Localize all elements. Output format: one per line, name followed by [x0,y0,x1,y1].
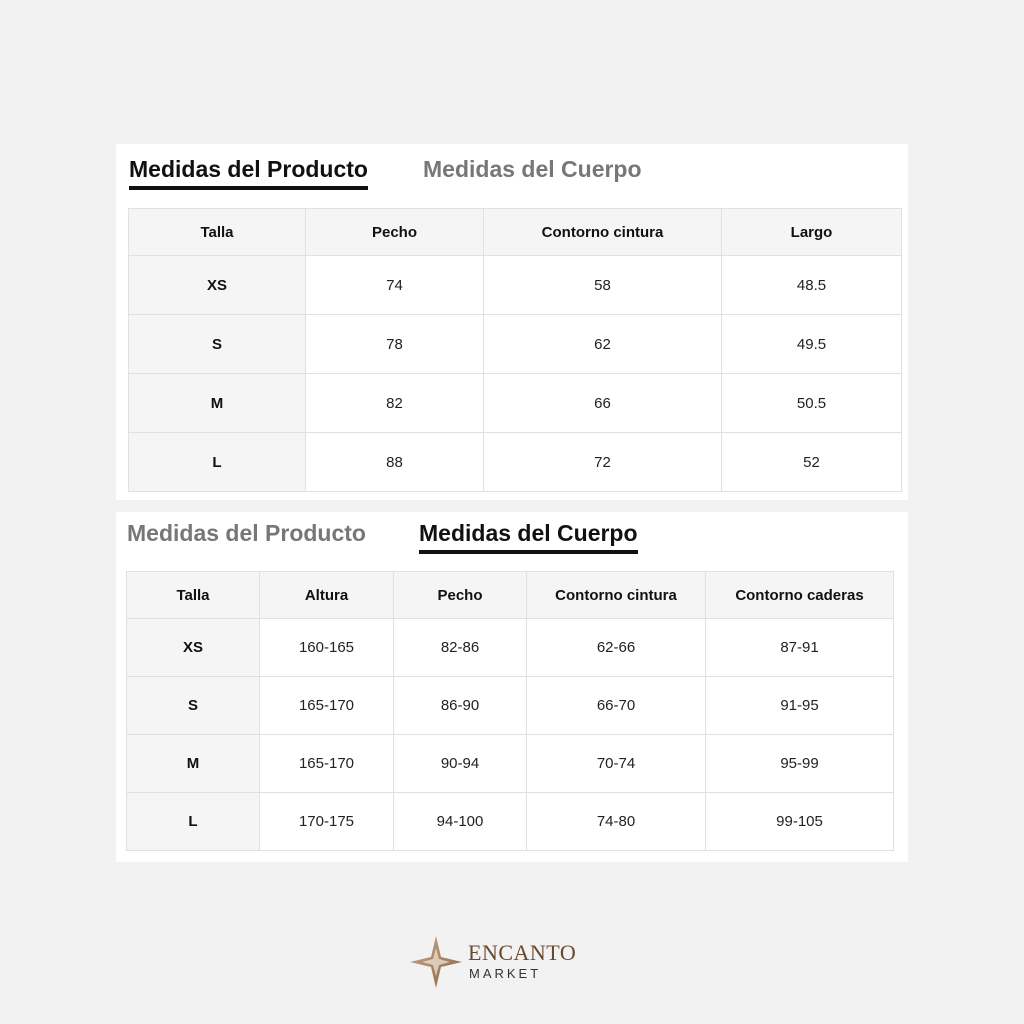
table-cell: 48.5 [722,256,902,315]
table-cell: 160-165 [260,619,394,677]
body-measurements-panel [116,512,908,862]
table-cell: 50.5 [722,374,902,433]
table-cell: 62-66 [527,619,706,677]
table-row [127,677,894,735]
table-cell: 82-86 [394,619,527,677]
table-cell: 86-90 [394,677,527,735]
size-cell: XS [129,256,306,315]
brand-subtitle: MARKET [469,966,542,981]
column-header: Pecho [306,209,484,256]
table-cell: 58 [484,256,722,315]
table-cell: 78 [306,315,484,374]
table-header-row [127,572,894,619]
table-row [127,793,894,851]
table-cell: 70-74 [527,735,706,793]
table-cell: 49.5 [722,315,902,374]
size-cell: M [129,374,306,433]
table-row [129,374,902,433]
tab-product-measurements[interactable]: Medidas del Producto [129,156,368,182]
tab-body-measurements[interactable]: Medidas del Cuerpo [423,156,642,182]
column-header: Contorno cintura [527,572,706,619]
table-row [127,619,894,677]
size-cell: L [129,433,306,492]
size-cell: S [129,315,306,374]
table-cell: 95-99 [706,735,894,793]
size-cell: M [127,735,260,793]
size-cell: XS [127,619,260,677]
table-cell: 87-91 [706,619,894,677]
table-cell: 165-170 [260,735,394,793]
column-header: Altura [260,572,394,619]
tab-body-measurements[interactable]: Medidas del Cuerpo [419,520,638,546]
table-cell: 170-175 [260,793,394,851]
table-cell: 62 [484,315,722,374]
table-cell: 90-94 [394,735,527,793]
table-cell: 99-105 [706,793,894,851]
tab-product-measurements[interactable]: Medidas del Producto [127,520,366,546]
table-cell: 88 [306,433,484,492]
table-cell: 165-170 [260,677,394,735]
product-size-table [128,208,902,492]
table-cell: 74-80 [527,793,706,851]
table-cell: 91-95 [706,677,894,735]
table-cell: 52 [722,433,902,492]
table-row [129,256,902,315]
column-header: Pecho [394,572,527,619]
star-icon [408,934,464,990]
size-cell: L [127,793,260,851]
brand-logo [408,934,608,994]
table-header-row [129,209,902,256]
column-header: Talla [129,209,306,256]
table-cell: 72 [484,433,722,492]
column-header: Contorno cintura [484,209,722,256]
table-cell: 82 [306,374,484,433]
table-cell: 66-70 [527,677,706,735]
table-row [129,433,902,492]
column-header: Largo [722,209,902,256]
column-header: Talla [127,572,260,619]
body-size-table [126,571,894,851]
table-row [129,315,902,374]
product-measurements-panel [116,144,908,500]
brand-name: ENCANTO [468,940,577,965]
column-header: Contorno caderas [706,572,894,619]
size-cell: S [127,677,260,735]
table-cell: 94-100 [394,793,527,851]
table-row [127,735,894,793]
table-cell: 74 [306,256,484,315]
table-cell: 66 [484,374,722,433]
